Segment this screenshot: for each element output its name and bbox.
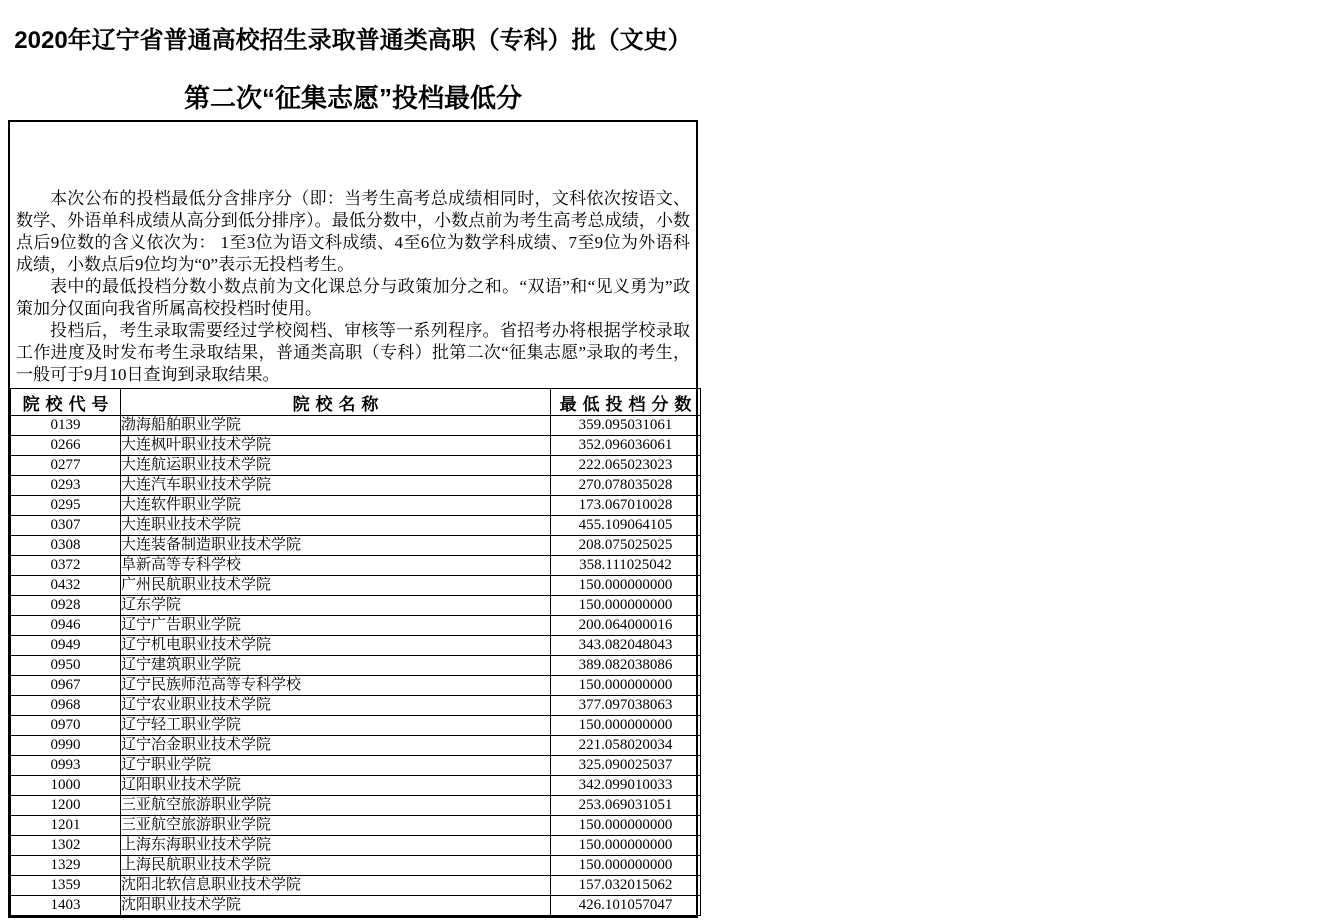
min-score-cell: 325.090025037 (551, 756, 701, 776)
college-code-cell: 0308 (11, 536, 121, 556)
document-subtitle: 第二次“征集志愿”投档最低分 (183, 83, 522, 113)
college-code-cell: 0293 (11, 476, 121, 496)
min-score-cell: 359.095031061 (551, 416, 701, 436)
college-code-cell: 0295 (11, 496, 121, 516)
score-table (10, 388, 701, 916)
table-row (11, 476, 701, 496)
college-name-cell: 沈阳职业技术学院 (121, 896, 551, 916)
min-score-cell: 222.065023023 (551, 456, 701, 476)
college-name-cell: 辽宁民族师范高等专科学校 (121, 676, 551, 696)
table-row (11, 796, 701, 816)
college-name-cell: 广州民航职业技术学院 (121, 576, 551, 596)
table-header-row (11, 389, 701, 416)
college-code-cell: 0990 (11, 736, 121, 756)
table-row (11, 876, 701, 896)
college-code-cell: 1302 (11, 836, 121, 856)
college-name-cell: 沈阳北软信息职业技术学院 (121, 876, 551, 896)
min-score-cell: 253.069031051 (551, 796, 701, 816)
column-header-college-name: 院校名称 (121, 389, 551, 416)
table-row (11, 676, 701, 696)
table-row (11, 756, 701, 776)
college-name-cell: 辽宁机电职业技术学院 (121, 636, 551, 656)
college-name-cell: 大连装备制造职业技术学院 (121, 536, 551, 556)
min-score-cell: 342.099010033 (551, 776, 701, 796)
college-code-cell: 0277 (11, 456, 121, 476)
college-name-cell: 辽阳职业技术学院 (121, 776, 551, 796)
table-row (11, 536, 701, 556)
table-row (11, 556, 701, 576)
table-row (11, 436, 701, 456)
min-score-cell: 150.000000000 (551, 816, 701, 836)
table-row (11, 656, 701, 676)
min-score-cell: 208.075025025 (551, 536, 701, 556)
college-code-cell: 1359 (11, 876, 121, 896)
table-row (11, 896, 701, 916)
college-code-cell: 0432 (11, 576, 121, 596)
table-row (11, 696, 701, 716)
college-code-cell: 0950 (11, 656, 121, 676)
college-code-cell: 0967 (11, 676, 121, 696)
min-score-cell: 270.078035028 (551, 476, 701, 496)
table-row (11, 636, 701, 656)
college-name-cell: 辽宁轻工职业学院 (121, 716, 551, 736)
college-code-cell: 0946 (11, 616, 121, 636)
notice-paragraph-3: 投档后，考生录取需要经过学校阅档、审核等一系列程序。省招考办将根据学校录取工作进度及时发布考生录取结果，普通类高职（专科）批第二次“征集志愿”录取的考生，一般可于9月10日查询到录取结果。 (16, 321, 690, 384)
min-score-cell: 150.000000000 (551, 836, 701, 856)
notice-and-table-box (8, 120, 698, 918)
notice-paragraph-1: 本次公布的投档最低分含排序分（即：当考生高考总成绩相同时，文科依次按语文、数学、外语单科成绩从高分到低分排序）。最低分数中，小数点前为考生高考总成绩，小数点后9位数的含义依次为： 1至3位为语文科成绩、4至6位为数学科成绩、7至9位为外语科成绩，小数点后9位均为“0”表示无投档考生。 (16, 189, 690, 274)
college-name-cell: 阜新高等专科学校 (121, 556, 551, 576)
min-score-cell: 150.000000000 (551, 716, 701, 736)
min-score-cell: 352.096036061 (551, 436, 701, 456)
college-code-cell: 0993 (11, 756, 121, 776)
table-row (11, 576, 701, 596)
notice-paragraph-2: 表中的最低投档分数小数点前为文化课总分与政策加分之和。“双语”和“见义勇为”政策加分仅面向我省所属高校投档时使用。 (16, 277, 690, 318)
college-code-cell: 1201 (11, 816, 121, 836)
college-name-cell: 辽宁广告职业学院 (121, 616, 551, 636)
document-title: 2020年辽宁省普通高校招生录取普通类高职（专科）批（文史） (14, 27, 692, 54)
table-row (11, 856, 701, 876)
college-code-cell: 1200 (11, 796, 121, 816)
college-code-cell: 0139 (11, 416, 121, 436)
table-row (11, 716, 701, 736)
college-code-cell: 0266 (11, 436, 121, 456)
table-row (11, 736, 701, 756)
college-code-cell: 0372 (11, 556, 121, 576)
notice-text (10, 122, 696, 386)
score-table-body (11, 416, 701, 916)
min-score-cell: 221.058020034 (551, 736, 701, 756)
table-row (11, 416, 701, 436)
table-row (11, 776, 701, 796)
column-header-min-score: 最低投档分数 (551, 389, 701, 416)
college-code-cell: 0970 (11, 716, 121, 736)
college-name-cell: 三亚航空旅游职业学院 (121, 816, 551, 836)
college-name-cell: 辽宁冶金职业技术学院 (121, 736, 551, 756)
min-score-cell: 377.097038063 (551, 696, 701, 716)
table-row (11, 816, 701, 836)
college-code-cell: 0949 (11, 636, 121, 656)
table-row (11, 496, 701, 516)
college-name-cell: 辽宁建筑职业学院 (121, 656, 551, 676)
college-name-cell: 辽宁职业学院 (121, 756, 551, 776)
table-row (11, 616, 701, 636)
min-score-cell: 455.109064105 (551, 516, 701, 536)
college-name-cell: 上海民航职业技术学院 (121, 856, 551, 876)
college-name-cell: 大连软件职业学院 (121, 496, 551, 516)
college-code-cell: 0928 (11, 596, 121, 616)
min-score-cell: 389.082038086 (551, 656, 701, 676)
min-score-cell: 150.000000000 (551, 576, 701, 596)
college-name-cell: 大连枫叶职业技术学院 (121, 436, 551, 456)
column-header-college-code: 院校代号 (11, 389, 121, 416)
college-name-cell: 上海东海职业技术学院 (121, 836, 551, 856)
college-code-cell: 1000 (11, 776, 121, 796)
min-score-cell: 150.000000000 (551, 676, 701, 696)
college-name-cell: 三亚航空旅游职业学院 (121, 796, 551, 816)
min-score-cell: 150.000000000 (551, 856, 701, 876)
college-name-cell: 辽东学院 (121, 596, 551, 616)
college-code-cell: 0968 (11, 696, 121, 716)
min-score-cell: 173.067010028 (551, 496, 701, 516)
table-row (11, 836, 701, 856)
college-code-cell: 1329 (11, 856, 121, 876)
college-name-cell: 大连职业技术学院 (121, 516, 551, 536)
min-score-cell: 200.064000016 (551, 616, 701, 636)
college-code-cell: 1403 (11, 896, 121, 916)
min-score-cell: 426.101057047 (551, 896, 701, 916)
table-row (11, 596, 701, 616)
college-name-cell: 辽宁农业职业技术学院 (121, 696, 551, 716)
min-score-cell: 343.082048043 (551, 636, 701, 656)
table-row (11, 456, 701, 476)
table-row (11, 516, 701, 536)
college-code-cell: 0307 (11, 516, 121, 536)
college-name-cell: 大连航运职业技术学院 (121, 456, 551, 476)
college-name-cell: 渤海船舶职业学院 (121, 416, 551, 436)
min-score-cell: 150.000000000 (551, 596, 701, 616)
min-score-cell: 157.032015062 (551, 876, 701, 896)
college-name-cell: 大连汽车职业技术学院 (121, 476, 551, 496)
min-score-cell: 358.111025042 (551, 556, 701, 576)
